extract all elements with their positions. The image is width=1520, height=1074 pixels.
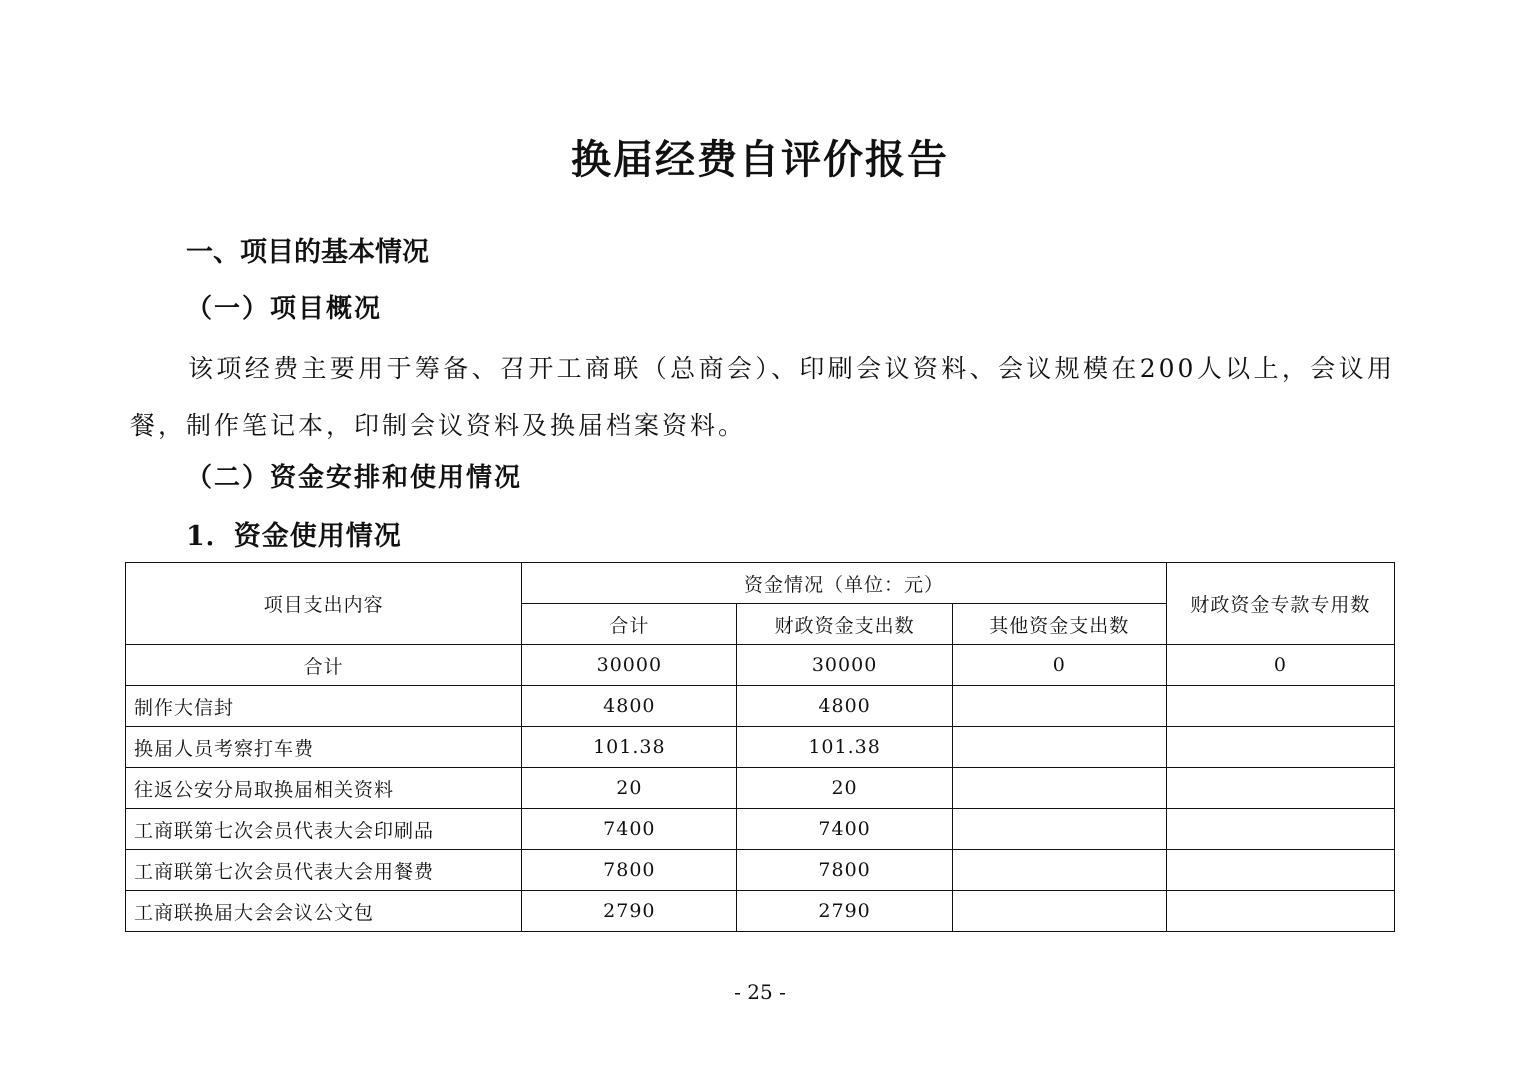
section-heading-basic-info: 一、项目的基本情况 — [186, 237, 429, 268]
row-other — [952, 809, 1166, 850]
row-total: 7800 — [522, 850, 737, 891]
header-fiscal: 财政资金支出数 — [737, 604, 952, 645]
row-special — [1166, 686, 1394, 727]
row-fiscal: 20 — [737, 768, 952, 809]
total-special: 0 — [1166, 645, 1394, 686]
row-other — [952, 686, 1166, 727]
row-special — [1166, 768, 1394, 809]
total-other: 0 — [952, 645, 1166, 686]
table-row — [126, 686, 1395, 727]
row-other — [952, 727, 1166, 768]
row-other — [952, 850, 1166, 891]
row-other — [952, 891, 1166, 932]
row-fiscal: 7400 — [737, 809, 952, 850]
row-item: 工商联第七次会员代表大会用餐费 — [126, 850, 522, 891]
row-item: 工商联第七次会员代表大会印刷品 — [126, 809, 522, 850]
table-row — [126, 850, 1395, 891]
page-number: - 25 - — [734, 980, 786, 1004]
row-other — [952, 768, 1166, 809]
subsection-heading-funding: （二）资金安排和使用情况 — [186, 463, 523, 493]
row-item: 换届人员考察打车费 — [126, 727, 522, 768]
total-fiscal: 30000 — [737, 645, 952, 686]
row-fiscal: 7800 — [737, 850, 952, 891]
table-row — [126, 809, 1395, 850]
fund-usage-table — [125, 562, 1395, 932]
row-fiscal: 4800 — [737, 686, 952, 727]
row-special — [1166, 850, 1394, 891]
row-special — [1166, 891, 1394, 932]
total-label: 合计 — [126, 645, 522, 686]
table-total-row — [126, 645, 1395, 686]
row-item: 制作大信封 — [126, 686, 522, 727]
row-total: 20 — [522, 768, 737, 809]
table-row — [126, 891, 1395, 932]
total-total: 30000 — [522, 645, 737, 686]
table-header-row — [126, 563, 1395, 604]
report-title: 换届经费自评价报告 — [571, 136, 949, 183]
row-total: 2790 — [522, 891, 737, 932]
row-item: 工商联换届大会会议公文包 — [126, 891, 522, 932]
row-total: 4800 — [522, 686, 737, 727]
subsection-heading-overview: （一）项目概况 — [186, 294, 383, 324]
header-other: 其他资金支出数 — [952, 604, 1166, 645]
row-special — [1166, 727, 1394, 768]
header-total: 合计 — [522, 604, 737, 645]
table-row — [126, 768, 1395, 809]
row-total: 101.38 — [522, 727, 737, 768]
row-special — [1166, 809, 1394, 850]
table-row — [126, 727, 1395, 768]
header-special: 财政资金专款专用数 — [1166, 563, 1394, 645]
row-fiscal: 101.38 — [737, 727, 952, 768]
row-item: 往返公安分局取换届相关资料 — [126, 768, 522, 809]
subsubsection-heading-fund-usage: 1．资金使用情况 — [186, 521, 402, 552]
row-total: 7400 — [522, 809, 737, 850]
header-funds-group: 资金情况（单位：元） — [522, 563, 1167, 604]
header-item: 项目支出内容 — [126, 563, 522, 645]
row-fiscal: 2790 — [737, 891, 952, 932]
overview-paragraph: 该项经费主要用于筹备、召开工商联（总商会）、印刷会议资料、会议规模在200人以上，会议用餐，制作笔记本，印制会议资料及换届档案资料。 — [130, 354, 1395, 440]
